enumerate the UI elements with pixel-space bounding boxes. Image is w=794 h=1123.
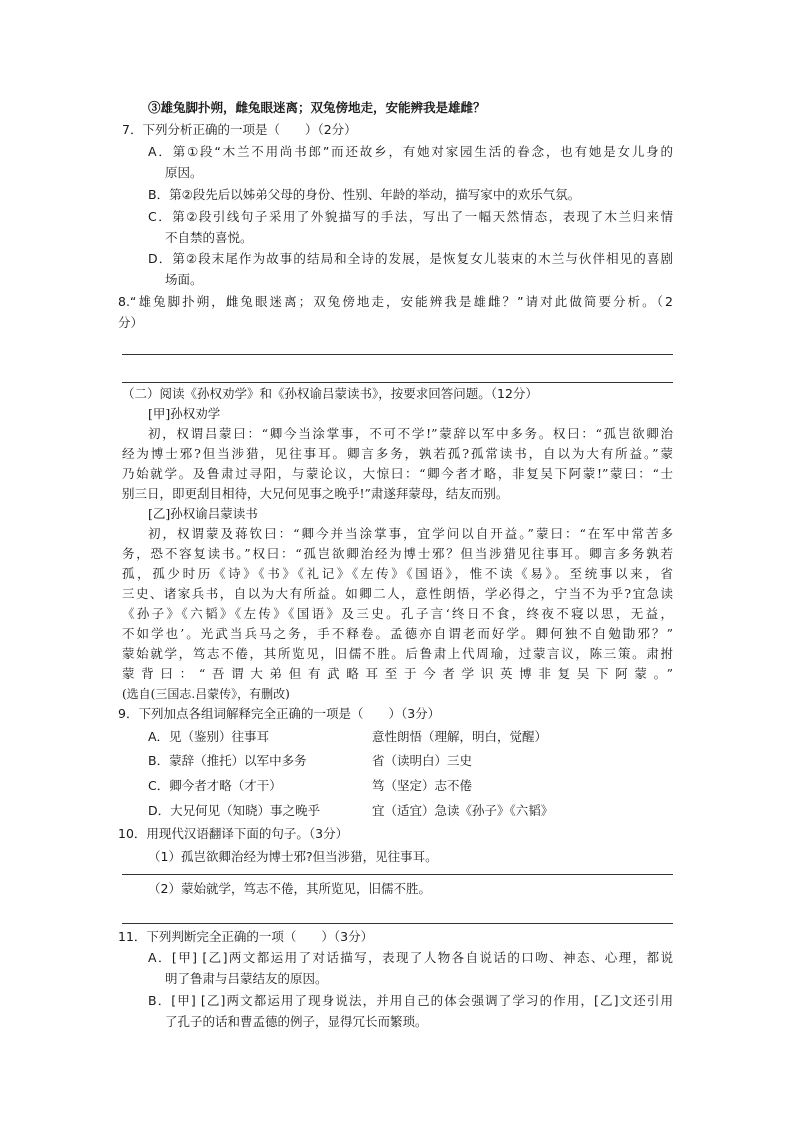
q9-option-a-left: A．见（鉴别）往事耳 [148,729,270,744]
jia-line-3: 乃始就学。及鲁肃过寻阳，与蒙论议，大惊曰：“卿今者才略，非复吴下阿蒙!”蒙曰：“士 [122,466,673,481]
yi-line-4: 三史、诸家兵书，自以为大有所益。如卿二人，意性朗悟，学必得之，宁当不为乎?宜急读 [122,586,673,601]
yi-line-6: 不如学也’。光武当兵马之务，手不释卷。孟德亦自谓老而好学。卿何独不自勉勖邪？” [122,626,673,641]
jia-line-4: 别三日，即更刮目相待，大兄何见事之晚乎!”肃遂拜蒙母，结友而别。 [122,486,509,501]
q11-option-a-cont: 明了鲁肃与吕蒙结友的原因。 [165,971,328,986]
source-note: (选自(三国志.吕蒙传》，有删改) [122,687,290,701]
q7-option-a: A．第①段“木兰不用尚书郎”而还故乡，有她对家园生活的眷念，也有她是女儿身的 [148,144,673,159]
yi-line-2: 务，恐不容复读书。”权曰：“孤岂欲卿治经为博士邪？但当涉猎见往事耳。卿言多务孰若 [122,546,673,561]
q9-option-c-right: 笃（坚定）志不倦 [372,778,473,793]
yi-line-1: 初，权谓蒙及蒋钦曰：“卿今并当涂掌事，宜学问以自开益。”蒙曰：“在军中常苦多 [148,526,673,541]
q7-option-a-cont: 原因。 [165,165,203,180]
jia-line-1: 初，权谓吕蒙曰：“卿今当涂掌事，不可不学!”蒙辞以军中多务。权曰：“孤岂欲卿治 [148,426,673,441]
yi-line-7: 蒙始就学，笃志不倦，其所览见，旧儒不胜。后鲁肃上代周瑜，过蒙言议，陈三策。肃拊 [122,646,673,661]
q7-option-c: C．第②段引线句子采用了外貌描写的手法，写出了一幅天然情态，表现了木兰归来情 [148,209,673,224]
q9-option-b-left: B．蒙辞（推托）以军中多务 [148,753,307,768]
q11-option-b: B．[甲] [乙]两文都运用了现身说法，并用自己的体会强调了学习的作用，[乙]文还引用 [148,993,673,1008]
q10-answer-line-1[interactable] [122,874,673,875]
q9-option-b-right: 省（读明白）三史 [372,753,473,768]
q9-stem: 9．下列加点各组词解释完全正确的一项是（ ）（3分） [118,706,441,721]
q8-answer-line[interactable] [122,354,673,355]
q7-option-d-cont: 场面。 [165,272,203,287]
q10-sentence-1: （1）孤岂欲卿治经为博士邪?但当涉猎，见往事耳。 [148,849,438,864]
q7-stem: 7．下列分析正确的一项是（ ）（2分） [122,122,357,137]
yi-line-3: 孤，孤少时历《诗》《书》《礼记》《左传》《国语》，惟不读《易》。至统事以来，省 [122,566,673,581]
q9-option-a-right: 意性朗悟（理解，明白，觉醒） [372,729,548,744]
q11-option-b-cont: 了孔子的话和曹孟德的例子，显得冗长而繁琐。 [165,1014,428,1029]
section2-intro: （二）阅读《孙权劝学》和《孙权谕吕蒙读书》，按要求回答问题。（12分） [122,386,538,401]
q7-option-b: B．第②段先后以姊弟父母的身份、性别、年龄的举动，描写家中的欢乐气氛。 [148,187,581,202]
q10-answer-line-2[interactable] [122,923,673,924]
q9-option-c-left: C．卿今者才略（才干） [148,778,282,793]
q7-option-d: D．第②段末尾作为故事的结局和全诗的发展，是恢复女儿装束的木兰与伙伴相见的喜剧 [148,251,673,266]
yi-title: [乙]孙权谕吕蒙读书 [148,506,258,521]
section-divider [122,382,673,383]
q9-option-d-left: D．大兄何见（知晓）事之晚乎 [148,803,321,818]
jia-line-2: 经为博士邪?但当涉猎，见往事耳。卿言多务，孰若孤?孤常读书，自以为大有所益。”蒙 [122,446,673,461]
poem-line-3: ③雄兔脚扑朔，雌兔眼迷离；双兔傍地走，安能辨我是雄雌？ [148,100,486,115]
q11-option-a: A．[甲] [乙]两文都运用了对话描写，表现了人物各自说话的口吻、神态、心理，都说 [148,950,673,965]
q10-sentence-2: （2）蒙始就学，笃志不倦，其所览见，旧儒不胜。 [148,881,431,896]
q10-stem: 10．用现代汉语翻译下面的句子。（3分） [118,826,349,841]
jia-title: [甲]孙权劝学 [148,406,221,421]
yi-line-8: 蒙背曰：“吾谓大弟但有武略耳至于今者学识英博非复吴下阿蒙。” [122,666,673,681]
q8-stem: 8.“雄兔脚扑朔，雌兔眼迷离；双兔傍地走，安能辨我是雄雌？”请对此做简要分析。（2 [118,294,673,309]
q9-option-d-right: 宜（适宜）急读《孙子》《六韬》 [372,803,554,818]
q7-option-c-cont: 不自禁的喜悦。 [165,230,253,245]
yi-line-5: 《孙子》《六韬》《左传》《国语》及三史。孔子言‘终日不食，终夜不寝以思，无益， [122,606,673,621]
q11-stem: 11．下列判断完全正确的一项（ ）（3分） [118,929,374,944]
q8-stem-cont: 分） [118,315,144,330]
